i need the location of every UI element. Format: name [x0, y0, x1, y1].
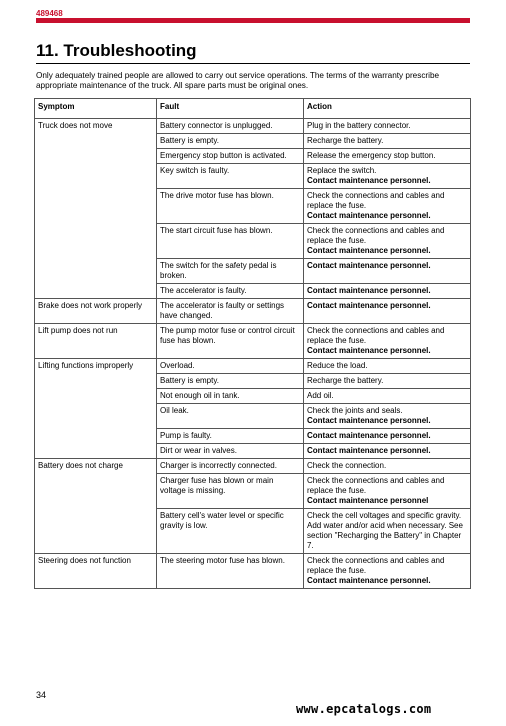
table-row [35, 299, 471, 324]
action-cell [304, 134, 471, 149]
action-text: Recharge the battery. [307, 376, 384, 385]
action-cell [304, 554, 471, 589]
action-cell [304, 324, 471, 359]
action-cell [304, 189, 471, 224]
fault-cell: The steering motor fuse has blown. [157, 554, 304, 589]
action-text: Check the connection. [307, 461, 387, 470]
header-fault: Fault [157, 99, 304, 119]
action-text: Check the connections and cables and replace the fuse. [307, 226, 445, 245]
fault-cell: Battery cell's water level or specific gravity is low. [157, 509, 304, 554]
fault-cell: The accelerator is faulty or settings have changed. [157, 299, 304, 324]
troubleshooting-table [34, 98, 471, 589]
action-contact-text: Contact maintenance personnel. [307, 301, 431, 310]
fault-cell: Pump is faulty. [157, 429, 304, 444]
table-row [35, 554, 471, 589]
fault-cell: Charger fuse has blown or main voltage is missing. [157, 474, 304, 509]
symptom-cell: Truck does not move [35, 119, 157, 299]
action-text: Check the cell voltages and specific gravity. Add water and/or acid when necessary. See section "Recharging the Battery" in Chapter 7. [307, 511, 463, 550]
action-text: Check the connections and cables and replace the fuse. [307, 326, 445, 345]
fault-cell: The pump motor fuse or control circuit fuse has blown. [157, 324, 304, 359]
action-cell [304, 224, 471, 259]
intro-paragraph: Only adequately trained people are allowed to carry out service operations. The terms of the warranty prescribe appropriate maintenance of the truck. All spare parts must be original ones. [36, 71, 440, 90]
table-row [35, 324, 471, 359]
fault-cell: The accelerator is faulty. [157, 284, 304, 299]
action-cell [304, 509, 471, 554]
action-cell [304, 299, 471, 324]
fault-cell: The switch for the safety pedal is broken. [157, 259, 304, 284]
action-cell [304, 284, 471, 299]
page-title: 11. Troubleshooting [36, 41, 197, 60]
action-contact-text: Contact maintenance personnel. [307, 176, 431, 185]
action-cell [304, 164, 471, 189]
action-text: Replace the switch. [307, 166, 377, 175]
fault-cell: Emergency stop button is activated. [157, 149, 304, 164]
action-cell [304, 359, 471, 374]
action-cell [304, 474, 471, 509]
header-action: Action [304, 99, 471, 119]
symptom-cell: Lift pump does not run [35, 324, 157, 359]
title-rule [36, 63, 470, 64]
action-contact-text: Contact maintenance personnel. [307, 416, 431, 425]
action-cell [304, 429, 471, 444]
action-contact-text: Contact maintenance personnel. [307, 261, 431, 270]
action-text: Check the connections and cables and replace the fuse. [307, 191, 445, 210]
action-text: Release the emergency stop button. [307, 151, 436, 160]
header-rule [36, 18, 470, 23]
action-text: Reduce the load. [307, 361, 368, 370]
table-header-row [35, 99, 471, 119]
fault-cell: Battery is empty. [157, 374, 304, 389]
action-cell [304, 404, 471, 429]
action-contact-text: Contact maintenance personnel. [307, 286, 431, 295]
table-row [35, 359, 471, 374]
action-text: Recharge the battery. [307, 136, 384, 145]
fault-cell: Key switch is faulty. [157, 164, 304, 189]
action-contact-text: Contact maintenance personnel. [307, 431, 431, 440]
action-text: Check the connections and cables and replace the fuse. [307, 556, 445, 575]
table-row [35, 119, 471, 134]
action-cell [304, 444, 471, 459]
action-cell [304, 389, 471, 404]
symptom-cell: Brake does not work properly [35, 299, 157, 324]
fault-cell: Oil leak. [157, 404, 304, 429]
fault-cell: Dirt or wear in valves. [157, 444, 304, 459]
fault-cell: The drive motor fuse has blown. [157, 189, 304, 224]
table-body [35, 119, 471, 589]
action-contact-text: Contact maintenance personnel. [307, 246, 431, 255]
action-contact-text: Contact maintenance personnel. [307, 211, 431, 220]
action-contact-text: Contact maintenance personnel. [307, 576, 431, 585]
symptom-cell: Lifting functions improperly [35, 359, 157, 459]
table-row [35, 459, 471, 474]
header-symptom: Symptom [35, 99, 157, 119]
action-cell [304, 459, 471, 474]
action-cell [304, 119, 471, 134]
fault-cell: The start circuit fuse has blown. [157, 224, 304, 259]
page-number: 34 [36, 690, 47, 700]
fault-cell: Battery is empty. [157, 134, 304, 149]
watermark-url: www.epcatalogs.com [296, 702, 432, 716]
action-text: Add oil. [307, 391, 334, 400]
action-cell [304, 149, 471, 164]
action-text: Plug in the battery connector. [307, 121, 411, 130]
action-contact-text: Contact maintenance personnel [307, 496, 429, 505]
action-cell [304, 374, 471, 389]
action-text: Check the joints and seals. [307, 406, 403, 415]
fault-cell: Overload. [157, 359, 304, 374]
symptom-cell: Battery does not charge [35, 459, 157, 554]
fault-cell: Battery connector is unplugged. [157, 119, 304, 134]
action-contact-text: Contact maintenance personnel. [307, 446, 431, 455]
action-cell [304, 259, 471, 284]
action-text: Check the connections and cables and replace the fuse. [307, 476, 445, 495]
document-number: 489468 [36, 9, 63, 18]
fault-cell: Charger is incorrectly connected. [157, 459, 304, 474]
symptom-cell: Steering does not function [35, 554, 157, 589]
action-contact-text: Contact maintenance personnel. [307, 346, 431, 355]
fault-cell: Not enough oil in tank. [157, 389, 304, 404]
